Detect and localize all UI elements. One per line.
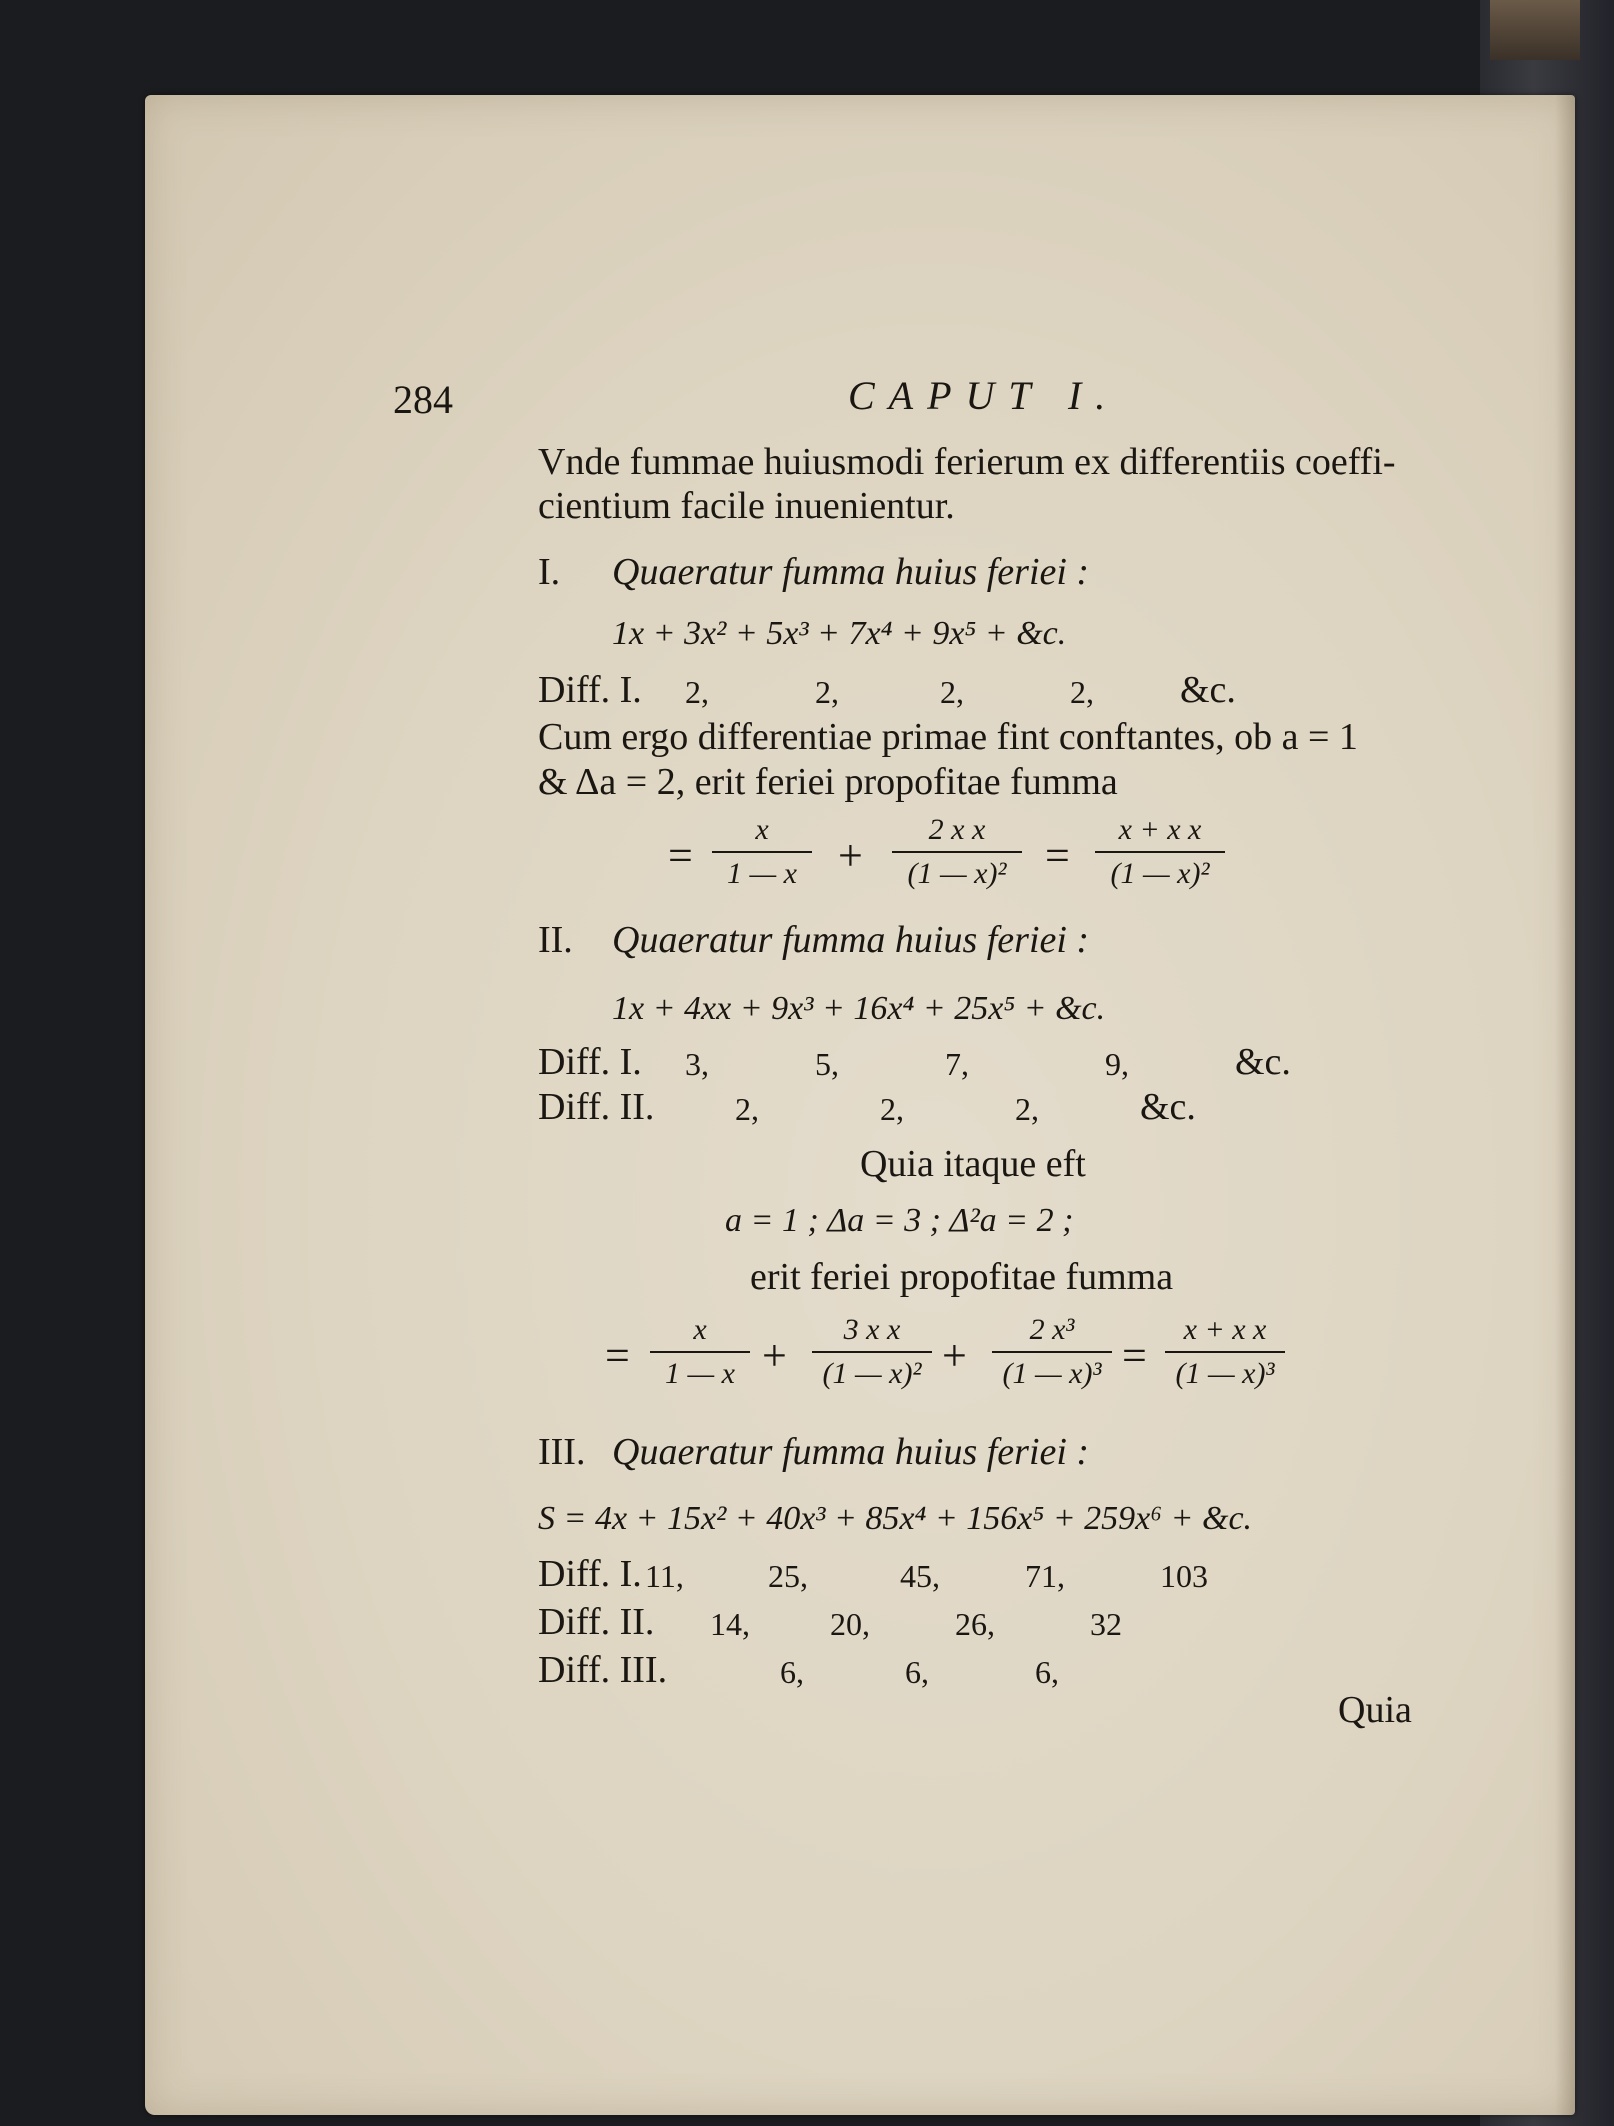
fraction-denominator: (1 — x)³: [1002, 1357, 1102, 1390]
section-3-diff1-value: 25,: [768, 1558, 808, 1594]
fraction-denominator: 1 — x: [727, 857, 797, 890]
section-3-diff2-value: 32: [1090, 1606, 1122, 1642]
section-3-diff3-value: 6,: [1035, 1654, 1059, 1690]
equals-sign: =: [605, 1331, 630, 1380]
fraction-3: [992, 1312, 1112, 1392]
section-2-diff1-value: &c.: [1235, 1041, 1291, 1083]
fraction-denominator: (1 — x)³: [1175, 1357, 1275, 1390]
equals-sign: =: [668, 831, 693, 880]
fraction-numerator: x + x x: [1183, 1313, 1267, 1346]
catchword: Quia: [1338, 1689, 1412, 1731]
section-3-numeral: III.: [538, 1431, 586, 1473]
page-fold-shadow: [1555, 95, 1575, 2115]
section-3-diff1-value: 11,: [645, 1558, 684, 1594]
section-2-text-2: a = 1 ; Δa = 3 ; Δ²a = 2 ;: [725, 1202, 1074, 1239]
section-1-text-2: & Δa = 2, erit feriei propofitae fumma: [538, 761, 1118, 803]
section-3-diff3-value: 6,: [780, 1654, 804, 1690]
section-3-diff2-value: 26,: [955, 1606, 995, 1642]
intro-line-1: Vnde fummae huiusmodi ferierum ex differentiis coeffi-: [538, 441, 1396, 483]
section-3-diff3-value: 6,: [905, 1654, 929, 1690]
fraction-denominator: (1 — x)²: [1110, 857, 1210, 890]
section-3-diff2-value: 14,: [710, 1606, 750, 1642]
fraction-denominator: (1 — x)²: [907, 857, 1007, 890]
section-1-text-1: Cum ergo differentiae primae fint conftantes, ob a = 1: [538, 716, 1358, 758]
section-2-diff2-value: 2,: [1015, 1091, 1039, 1127]
section-2-series: 1x + 4xx + 9x³ + 16x⁴ + 25x⁵ + &c.: [612, 990, 1106, 1027]
section-1-heading: Quaeratur fumma huius feriei :: [612, 551, 1090, 593]
section-2-diff1-value: 9,: [1105, 1046, 1129, 1082]
fraction-numerator: x: [693, 1313, 707, 1346]
fraction-numerator: 2 x³: [1029, 1313, 1075, 1346]
chapter-title: CAPUT I.: [848, 373, 1120, 418]
fraction-denominator: (1 — x)²: [822, 1357, 922, 1390]
book-binding-edge: [1490, 0, 1580, 60]
section-2-diff1-label: Diff. I.: [538, 1041, 642, 1083]
section-1-diff1-value: 2,: [1070, 674, 1094, 710]
fraction-numerator: x + x x: [1118, 813, 1202, 846]
fraction-3: [1095, 812, 1225, 892]
section-3-diff1-label: Diff. I.: [538, 1553, 642, 1595]
fraction-2: [812, 1312, 932, 1392]
section-1-diff1-value: 2,: [815, 674, 839, 710]
section-1-numeral: I.: [538, 551, 561, 593]
section-1-diff1-value: &c.: [1180, 669, 1236, 711]
fraction-numerator: 2 x x: [928, 813, 986, 846]
section-2-diff1-value: 5,: [815, 1046, 839, 1082]
section-2-diff2-value: &c.: [1140, 1086, 1196, 1128]
section-2-diff1-value: 3,: [685, 1046, 709, 1082]
section-3-heading: Quaeratur fumma huius feriei :: [612, 1431, 1090, 1473]
plus-sign: +: [762, 1331, 787, 1380]
section-1-diff1-value: 2,: [940, 674, 964, 710]
section-2-text-1: Quia itaque eft: [860, 1143, 1086, 1185]
section-3-diff3-label: Diff. III.: [538, 1649, 668, 1691]
section-3-diff1-value: 45,: [900, 1558, 940, 1594]
section-2-diff2-value: 2,: [880, 1091, 904, 1127]
section-2-diff2-value: 2,: [735, 1091, 759, 1127]
section-2-heading: Quaeratur fumma huius feriei :: [612, 919, 1090, 961]
section-3-diff2-value: 20,: [830, 1606, 870, 1642]
section-1-diff1-value: 2,: [685, 674, 709, 710]
fraction-numerator: x: [755, 813, 769, 846]
plus-sign: +: [942, 1331, 967, 1380]
section-2-diff1-value: 7,: [945, 1046, 969, 1082]
section-1-diff1-label: Diff. I.: [538, 669, 642, 711]
section-2-numeral: II.: [538, 919, 573, 961]
fraction-numerator: 3 x x: [843, 1313, 901, 1346]
section-2-diff2-label: Diff. II.: [538, 1086, 655, 1128]
section-3-diff2-label: Diff. II.: [538, 1601, 655, 1643]
section-3-diff1-value: 103: [1160, 1558, 1208, 1594]
section-3-series: S = 4x + 15x² + 40x³ + 85x⁴ + 156x⁵ + 259x⁶ + &c.: [538, 1500, 1253, 1537]
equals-sign: =: [1122, 1331, 1147, 1380]
section-1-series: 1x + 3x² + 5x³ + 7x⁴ + 9x⁵ + &c.: [612, 615, 1067, 652]
section-3-diff1-value: 71,: [1025, 1558, 1065, 1594]
fraction-1: [712, 812, 812, 892]
fraction-4: [1165, 1312, 1285, 1392]
plus-sign: +: [838, 831, 863, 880]
page-number: 284: [393, 377, 453, 422]
equals-sign: =: [1045, 831, 1070, 880]
intro-line-2: cientium facile inuenientur.: [538, 485, 955, 527]
fraction-1: [650, 1312, 750, 1392]
section-2-text-3: erit feriei propofitae fumma: [750, 1256, 1174, 1298]
fraction-denominator: 1 — x: [665, 1357, 735, 1390]
fraction-2: [892, 812, 1022, 892]
